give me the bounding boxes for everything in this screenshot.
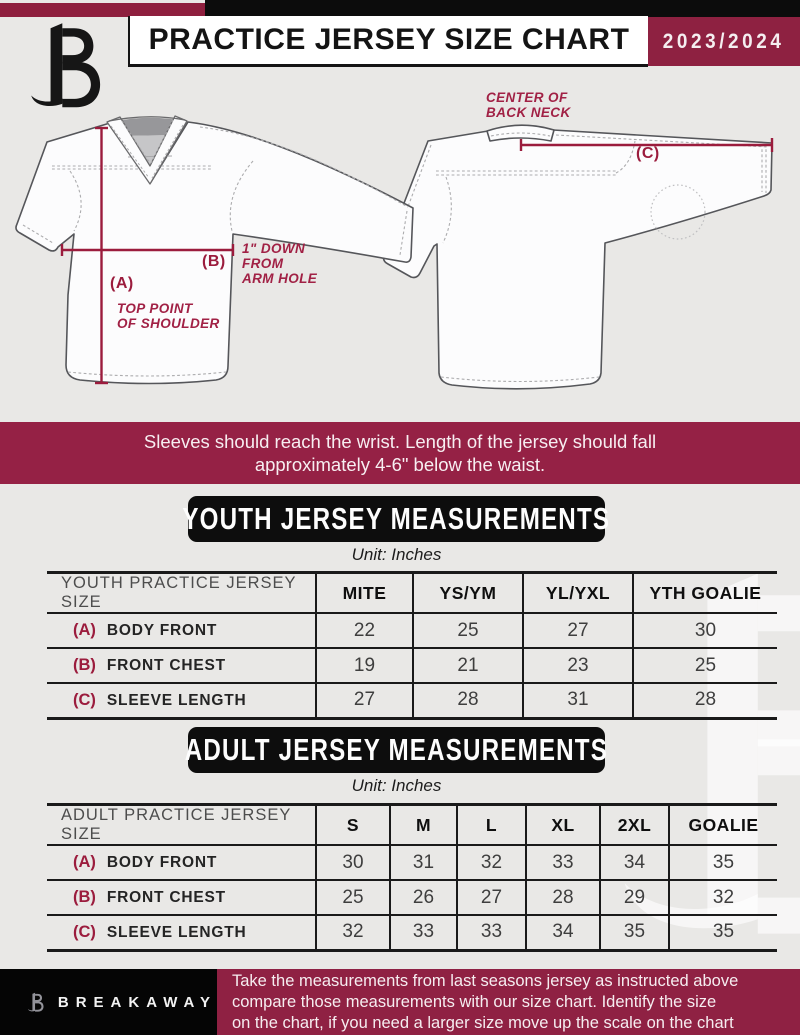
measure-value: 29 [600, 880, 669, 915]
footer-instructions [217, 969, 800, 1035]
row-label: SLEEVE LENGTH [106, 923, 247, 941]
table-row [47, 648, 777, 683]
measure-value: 28 [413, 683, 523, 718]
measure-value: 35 [600, 915, 669, 950]
measure-value: 30 [633, 613, 777, 648]
measure-value: 26 [390, 880, 457, 915]
measure-value: 22 [316, 613, 413, 648]
table-header-row [47, 805, 777, 846]
adult-unit-label: Unit: Inches [351, 776, 442, 795]
header-maroon-strip [0, 3, 205, 17]
row-key: (C) [73, 922, 96, 941]
row-label: BODY FRONT [106, 854, 218, 871]
row-label: FRONT CHEST [106, 889, 226, 906]
measure-value: 33 [457, 915, 526, 950]
measure-value: 32 [457, 845, 526, 880]
table-row [47, 880, 777, 915]
note-center-of-back-neck: CENTER OF BACK NECK [486, 90, 571, 120]
page-title: PRACTICE JERSEY SIZE CHART [148, 23, 630, 56]
measure-value: 19 [316, 648, 413, 683]
measure-value: 31 [390, 845, 457, 880]
measure-value: 25 [413, 613, 523, 648]
marker-c: (C) [636, 145, 660, 162]
table-row [47, 683, 777, 718]
column-header: L [457, 805, 526, 846]
measure-value: 35 [669, 845, 777, 880]
season-label: 2023/2024 [663, 29, 785, 53]
column-header: YS/YM [413, 573, 523, 614]
measure-value: 34 [526, 915, 600, 950]
instruction-line: on the chart, if you need a larger size move up the scale on the chart [232, 1013, 734, 1032]
row-key: (A) [73, 853, 96, 871]
table-row [47, 845, 777, 880]
adult-measurements-table [47, 803, 777, 952]
measure-value: 27 [316, 683, 413, 718]
measure-value: 33 [526, 845, 600, 880]
instruction-line: Take the measurements from last seasons jersey as instructed above [232, 971, 739, 990]
season-badge [648, 17, 800, 66]
back-jersey-drawing [384, 125, 773, 389]
column-header: M [390, 805, 457, 846]
instruction-line: compare those measurements with our size chart. Identify the size [232, 992, 717, 1011]
measure-value: 27 [457, 880, 526, 915]
column-header: MITE [316, 573, 413, 614]
marker-b: (B) [202, 253, 226, 270]
measure-value: 28 [633, 683, 777, 718]
row-label: FRONT CHEST [106, 657, 226, 674]
row-key: (C) [73, 690, 96, 709]
fit-note-line: Sleeves should reach the wrist. Length of the jersey should fall [143, 431, 657, 452]
measure-value: 25 [633, 648, 777, 683]
measure-value: 32 [316, 915, 390, 950]
column-header: YOUTH PRACTICE JERSEY SIZE [61, 574, 297, 611]
header-black-bar [205, 0, 800, 17]
measure-value: 21 [413, 648, 523, 683]
measure-value: 30 [316, 845, 390, 880]
measure-value: 28 [526, 880, 600, 915]
row-label: BODY FRONT [106, 622, 218, 639]
measure-value: 32 [669, 880, 777, 915]
row-key: (B) [73, 888, 96, 906]
table-row [47, 613, 777, 648]
footer-brand-block [0, 969, 217, 1035]
measure-value: 34 [600, 845, 669, 880]
column-header: ADULT PRACTICE JERSEY SIZE [61, 806, 292, 843]
row-key: (B) [73, 656, 96, 674]
adult-section-title: ADULT JERSEY MEASUREMENTS [188, 727, 605, 773]
row-label: SLEEVE LENGTH [106, 691, 247, 709]
measure-value: 25 [316, 880, 390, 915]
youth-measurements-table [47, 571, 777, 720]
column-header: XL [526, 805, 600, 846]
measure-value: 33 [390, 915, 457, 950]
note-top-point-of-shoulder: TOP POINT OF SHOULDER [117, 301, 220, 331]
marker-a: (A) [110, 275, 134, 292]
measure-value: 31 [523, 683, 633, 718]
table-header-row [47, 573, 777, 614]
column-header: S [316, 805, 390, 846]
measure-value: 23 [523, 648, 633, 683]
jersey-diagram [0, 95, 800, 407]
note-down-from-arm-hole: 1" DOWN FROM ARM HOLE [242, 241, 318, 286]
breakaway-b-logo-icon [26, 985, 45, 1020]
title-box [128, 16, 648, 67]
column-header: 2XL [600, 805, 669, 846]
youth-section-title: YOUTH JERSEY MEASUREMENTS [188, 496, 605, 542]
measure-value: 35 [669, 915, 777, 950]
row-key: (A) [73, 621, 96, 639]
fit-note-line: approximately 4-6" below the waist. [254, 454, 546, 475]
measure-value: 27 [523, 613, 633, 648]
fit-note-banner [0, 422, 800, 484]
brand-name: BREAKAWAY [57, 993, 217, 1011]
table-row [47, 915, 777, 950]
column-header: YTH GOALIE [633, 573, 777, 614]
column-header: YL/YXL [523, 573, 633, 614]
column-header: GOALIE [669, 805, 777, 846]
youth-unit-label: Unit: Inches [351, 545, 442, 564]
